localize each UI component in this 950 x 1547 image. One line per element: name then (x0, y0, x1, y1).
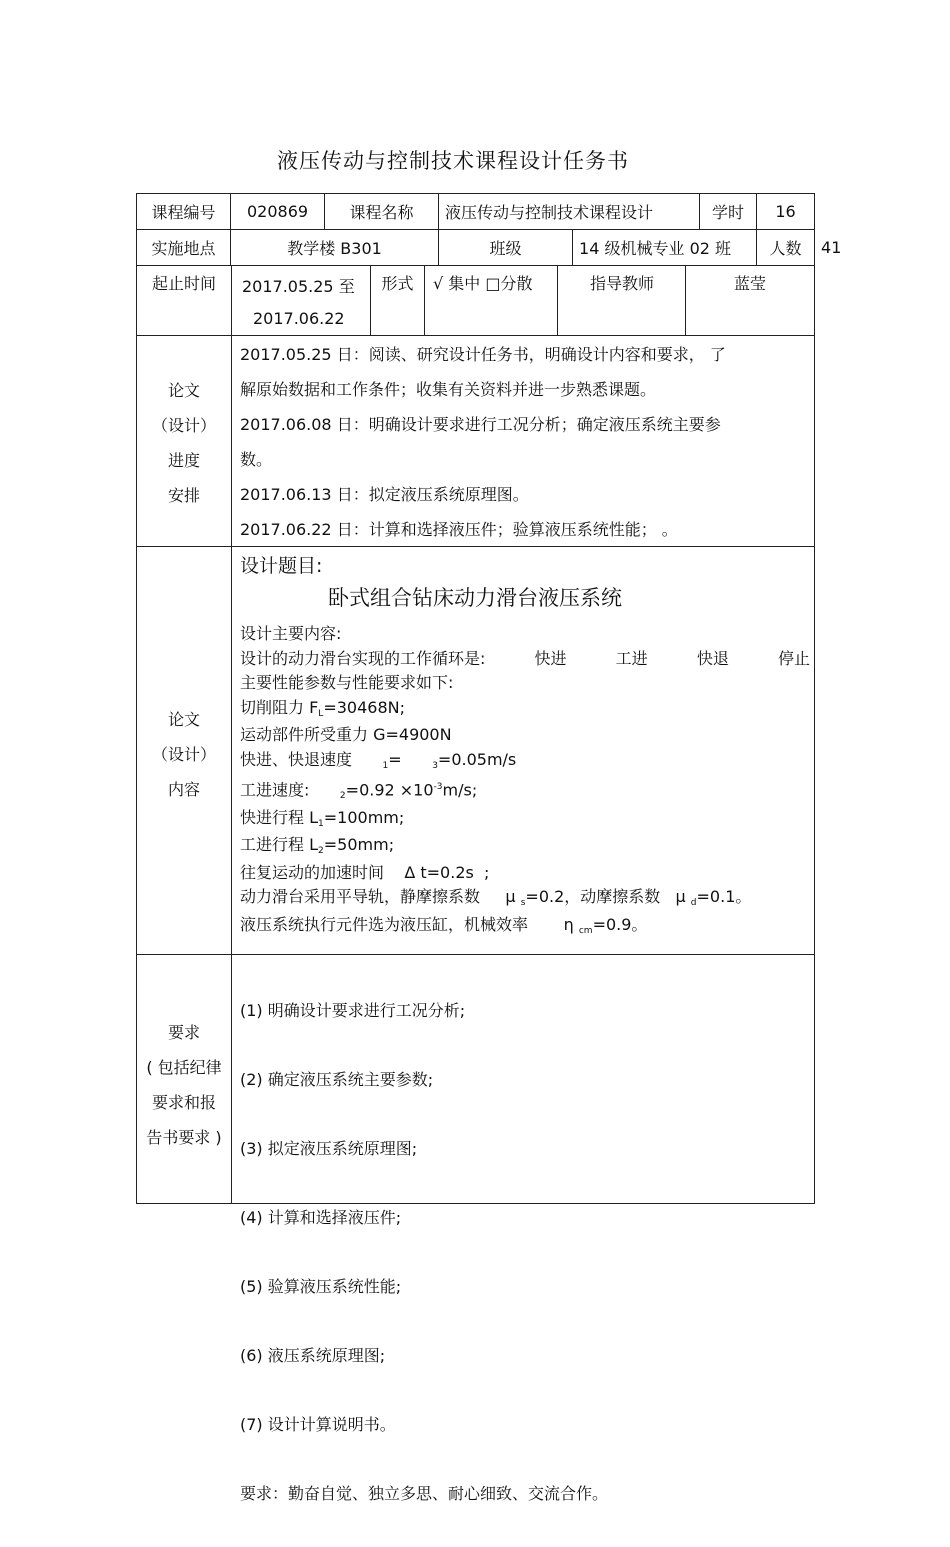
fast-stroke: 快进行程 L1=100mm; (240, 807, 405, 829)
requirements-list (240, 957, 810, 1547)
schedule-label (137, 335, 232, 546)
cycle-step: 快进 (534, 648, 567, 668)
schedule-line: 2017.06.22 日：计算和选择液压件；验算液压系统性能； 。 (240, 520, 678, 539)
content-label-1: 论文 (167, 710, 200, 729)
work-cycle (240, 647, 810, 672)
course-name-label: 课程名称 (325, 194, 439, 230)
requirement-item: (5) 验算液压系统性能; (240, 1277, 402, 1296)
acceleration-time: 往复运动的加速时间 Δ t=0.2s ; (240, 862, 490, 882)
content-label-2: （设计） (151, 745, 216, 764)
schedule-lines (240, 337, 810, 547)
requirement-item: (6) 液压系统原理图; (240, 1346, 386, 1365)
cycle-step: 停止 (777, 648, 810, 668)
schedule-section (136, 335, 815, 547)
req-label-2: ( 包括纪律 (146, 1058, 222, 1077)
requirement-item: (1) 明确设计要求进行工况分析; (240, 1001, 466, 1020)
requirements-footer: 要求：勤奋自觉、独立多思、耐心细致、交流合作。 (240, 1484, 609, 1503)
requirement-item: (7) 设计计算说明书。 (240, 1415, 396, 1434)
main-content-label: 设计主要内容: (240, 624, 342, 643)
content-body (240, 552, 810, 940)
advisor-label: 指导教师 (559, 265, 686, 335)
task-table (136, 193, 842, 266)
cutting-resistance: 切削阻力 FL=30468N; (240, 697, 405, 719)
row-course (137, 194, 815, 230)
class-value: 14 级机械专业 02 班 (573, 230, 757, 266)
content-section (136, 546, 815, 955)
period-end: 2017.06.22 (253, 309, 345, 328)
performance-label: 主要性能参数与性能要求如下: (240, 673, 454, 692)
schedule-label-3: 进度 (167, 451, 200, 470)
moving-weight: 运动部件所受重力 G=4900N (240, 725, 452, 744)
schedule-label-2: （设计） (151, 416, 216, 435)
hours-value: 16 (757, 194, 815, 230)
form-value: √ 集中 □分散 (425, 265, 558, 335)
location-value: 教学楼 B301 (231, 230, 439, 266)
period-label: 起止时间 (137, 265, 232, 335)
work-speed: 工进速度: $2=0.92 \times 10^{-3}m/s$; (240, 780, 478, 802)
req-label-1: 要求 (167, 1023, 200, 1042)
advisor-value: 蓝莹 (733, 274, 766, 293)
cycle-step: 快退 (696, 648, 729, 668)
topic-label: 设计题目: (240, 555, 323, 577)
friction-coefficients: 动力滑台采用平导轨，静摩擦系数 μ s=0.2，动摩擦系数 μ d=0.1。 (240, 887, 752, 909)
schedule-line: 解原始数据和工作条件；收集有关资料并进一步熟悉课题。 (240, 380, 657, 399)
req-label-3: 要求和报 (151, 1093, 216, 1112)
schedule-line: 2017.06.08 日：明确设计要求进行工况分析；确定液压系统主要参 (240, 415, 721, 434)
period-start: 2017.05.25 至 (242, 277, 355, 296)
cycle-prefix: 设计的动力滑台实现的工作循环是: (240, 648, 486, 668)
row-period (136, 265, 815, 336)
form-label: 形式 (371, 265, 425, 335)
hours-label: 学时 (700, 194, 757, 230)
course-name: 液压传动与控制技术课程设计 (439, 194, 700, 230)
course-code: 020869 (231, 194, 325, 230)
schedule-line: 2017.06.13 日：拟定液压系统原理图。 (240, 485, 529, 504)
requirement-item: (2) 确定液压系统主要参数; (240, 1070, 434, 1089)
class-label: 班级 (439, 230, 573, 266)
document-title: 液压传动与控制技术课程设计任务书 (277, 149, 629, 173)
requirements-section (136, 954, 815, 1503)
schedule-label-4: 安排 (167, 486, 200, 505)
period-cell (232, 265, 371, 335)
content-label-3: 内容 (167, 780, 200, 799)
schedule-label-1: 论文 (167, 381, 200, 400)
work-stroke: 工进行程 L2=50mm; (240, 835, 395, 857)
row-location: 实施地点 教学楼 B301 班级 14 级机械专业 02 班 人数 41 (137, 230, 815, 266)
mechanical-efficiency: 液压系统执行元件选为液压缸，机械效率 η cm=0.9。 (240, 914, 648, 936)
fast-speed: 快进、快退速度 1= 3=0.05m/s (240, 749, 517, 771)
schedule-line: 2017.05.25 日：阅读、研究设计任务书，明确设计内容和要求， 了 (240, 345, 726, 364)
topic-title: 卧式组合钻床动力滑台液压系统 (328, 586, 622, 610)
requirements-label (137, 955, 232, 1203)
cycle-step: 工进 (615, 648, 648, 668)
requirement-item: (3) 拟定液压系统原理图; (240, 1139, 418, 1158)
schedule-line: 数。 (240, 450, 273, 469)
requirement-item: (4) 计算和选择液压件; (240, 1208, 402, 1227)
content-label (137, 546, 232, 954)
course-code-label: 课程编号 (137, 194, 231, 230)
count-label: 人数 (757, 230, 815, 266)
location-label: 实施地点 (137, 230, 231, 266)
req-label-4: 告书要求 ) (146, 1128, 222, 1147)
